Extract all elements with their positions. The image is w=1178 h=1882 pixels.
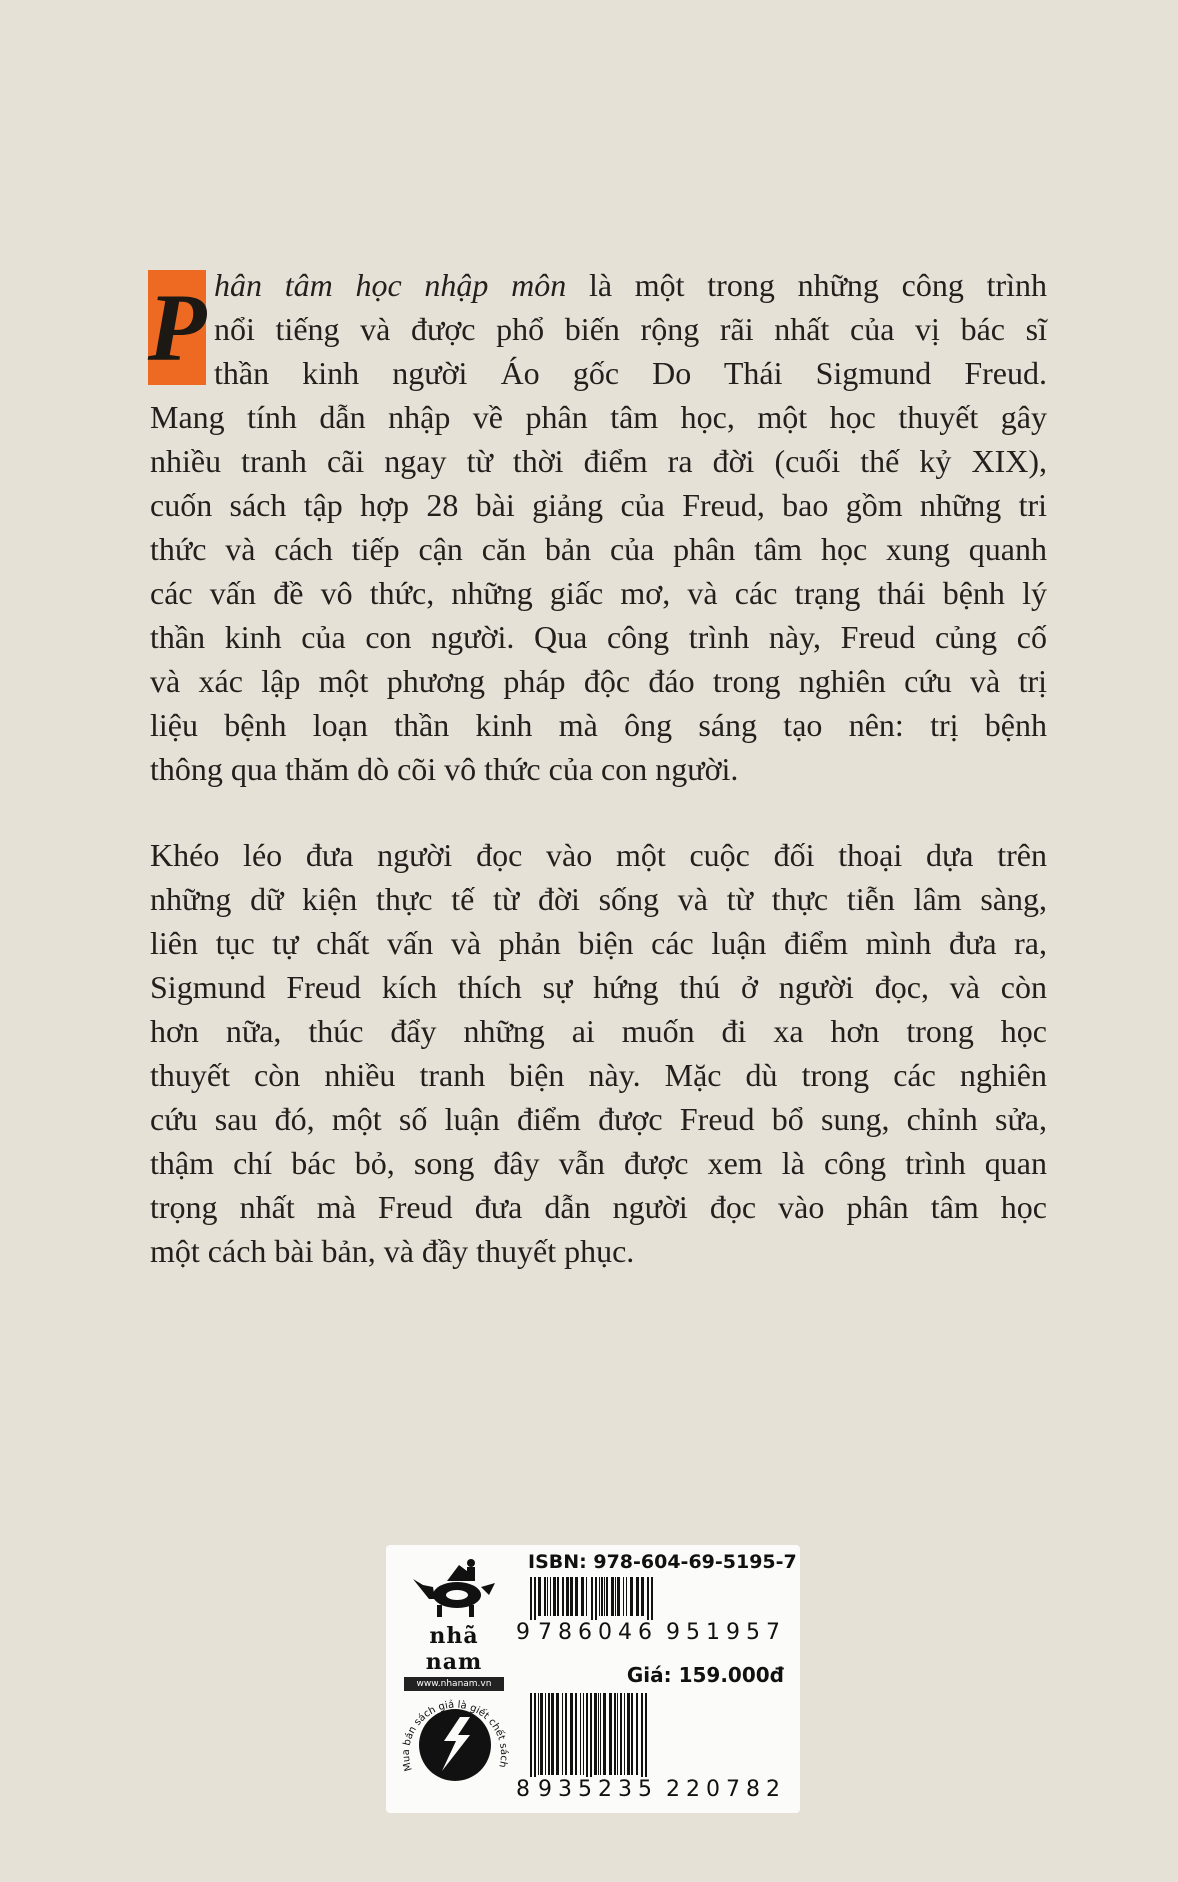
barcode-digit: 9 <box>516 1620 536 1645</box>
barcode-bar <box>627 1693 630 1775</box>
barcode-bar <box>624 1693 625 1775</box>
barcode-bar <box>617 1577 620 1616</box>
barcode-bar <box>600 1693 601 1775</box>
blurb-line: Khéo léo đưa người đọc vào một cuộc đối thoại dựa trên <box>150 837 1047 873</box>
blurb-line: thức và cách tiếp cận căn bản của phân tâm học xung quanh <box>150 531 1047 567</box>
barcode-bar <box>636 1577 639 1616</box>
barcode-bar <box>620 1693 622 1775</box>
blurb-text: là một trong những công trình <box>566 267 1048 303</box>
barcode-bar <box>565 1693 567 1775</box>
blurb-line: Sigmund Freud kích thích sự hứng thú ở người đọc, và còn <box>150 969 1047 1005</box>
blurb-line: Mang tính dẫn nhập về phân tâm học, một học thuyết gây <box>150 399 1047 435</box>
barcode-bar <box>551 1693 554 1775</box>
seal-text: Mua bán sách giả là giết chết sách <box>400 1699 510 1773</box>
barcode-bar <box>575 1693 577 1775</box>
blurb-line: thậm chí bác bỏ, song đây vẫn được xem là công trình quan <box>150 1145 1047 1181</box>
blurb-line: thông qua thăm dò cõi vô thức của con người. <box>150 751 739 787</box>
blurb-line: liên tục tự chất vấn và phản biện các luận điểm mình đưa ra, <box>150 925 1047 961</box>
buffalo-logo-icon <box>409 1557 499 1617</box>
barcode-bar <box>540 1693 543 1775</box>
barcode-bar <box>609 1693 612 1775</box>
blurb-paragraph-1 <box>150 263 1047 791</box>
blurb-line: cứu sau đó, một số luận điểm được Freud bổ sung, chỉnh sửa, <box>150 1101 1047 1137</box>
blurb-line: thần kinh của con người. Qua công trình này, Freud củng cố <box>150 619 1047 655</box>
blurb-line: các vấn đề vô thức, những giấc mơ, và các trạng thái bệnh lý <box>150 575 1047 611</box>
blurb-line: cuốn sách tập hợp 28 bài giảng của Freud, bao gồm những tri <box>150 487 1047 523</box>
blurb-line: nổi tiếng và được phổ biến rộng rãi nhất của vị bác sĩ <box>214 311 1047 347</box>
barcode-digits: 786046 <box>538 1620 658 1645</box>
barcode-bar <box>631 1693 633 1775</box>
barcode-bar <box>611 1577 614 1616</box>
publisher-name: nhã nam <box>425 1623 483 1675</box>
barcode-bar <box>545 1693 546 1775</box>
blurb-line: một cách bài bản, và đầy thuyết phục. <box>150 1233 635 1269</box>
barcode-bar <box>553 1577 556 1616</box>
isbn-label: ISBN: 978-604-69-5195-7 <box>528 1551 797 1573</box>
publisher-logo <box>404 1557 504 1691</box>
barcode-bar <box>598 1693 599 1775</box>
drop-cap: P <box>148 270 206 385</box>
barcode-bar <box>623 1577 624 1616</box>
barcode-bar <box>544 1577 546 1616</box>
barcode-bar <box>562 1577 564 1616</box>
barcode-bar <box>617 1693 618 1775</box>
barcode-sticker <box>386 1545 800 1813</box>
blurb-line <box>150 263 1047 307</box>
barcode-bar <box>548 1693 550 1775</box>
barcode-bar <box>630 1577 633 1616</box>
blurb-paragraph-2 <box>150 833 1047 1273</box>
blurb-line: và xác lập một phương pháp độc đáo trong nghiên cứu và trị <box>150 663 1047 699</box>
blurb-line: hơn nữa, thúc đẩy những ai muốn đi xa hơn trong học <box>150 1013 1047 1049</box>
barcode-bar <box>538 1577 541 1616</box>
barcode-bar <box>604 1577 605 1616</box>
book-title: hân tâm học nhập môn <box>214 267 567 303</box>
barcode-bar <box>580 1693 581 1775</box>
barcode-bar <box>615 1577 616 1616</box>
barcode-bar <box>636 1693 638 1775</box>
publisher-url: www.nhanam.vn <box>404 1677 504 1691</box>
barcode-bar <box>550 1577 551 1616</box>
blurb-line: trọng nhất mà Freud đưa dẫn người đọc vào phân tâm học <box>150 1189 1047 1225</box>
barcode-bar <box>599 1577 600 1616</box>
anti-piracy-seal <box>400 1675 510 1805</box>
barcode-bar <box>641 1577 644 1616</box>
barcode-bar <box>575 1577 578 1616</box>
barcode-bar <box>566 1577 569 1616</box>
barcode-digits: 220782 <box>666 1777 786 1802</box>
barcode-bar <box>570 1577 573 1616</box>
blurb-line: những dữ kiện thực tế từ đời sống và từ thực tiễn lâm sàng, <box>150 881 1047 917</box>
barcode-bar <box>557 1577 559 1616</box>
barcode-bar <box>556 1693 559 1775</box>
blurb-line: nhiều tranh cãi ngay từ thời điểm ra đời (cuối thế kỷ XIX), <box>150 443 1047 479</box>
barcode-bar <box>626 1577 627 1616</box>
lightning-book-icon <box>400 1675 510 1805</box>
barcode-bar <box>614 1693 616 1775</box>
blurb-line: thần kinh người Áo gốc Do Thái Sigmund Freud. <box>214 355 1047 391</box>
barcode-bar <box>538 1693 539 1775</box>
barcode-digits: 951957 <box>666 1620 786 1645</box>
barcode-bar <box>581 1577 584 1616</box>
blurb-line: liệu bệnh loạn thần kinh mà ông sáng tạo nên: trị bệnh <box>150 707 1047 743</box>
barcode-bar <box>562 1693 563 1775</box>
barcode-digit: 8 <box>516 1777 536 1802</box>
barcode-bar <box>547 1577 548 1616</box>
barcode-bar <box>586 1577 587 1616</box>
barcode-bar <box>606 1577 608 1616</box>
barcode-digits: 935235 <box>538 1777 658 1802</box>
blurb-line: thuyết còn nhiều tranh biện này. Mặc dù trong các nghiên <box>150 1057 1047 1093</box>
barcode-bar <box>570 1693 573 1775</box>
barcode-bar <box>594 1693 597 1775</box>
barcode-bar <box>583 1693 584 1775</box>
price-label: Giá: 159.000đ <box>626 1663 784 1687</box>
barcode-bar <box>603 1693 606 1775</box>
barcode-bar <box>601 1577 603 1616</box>
